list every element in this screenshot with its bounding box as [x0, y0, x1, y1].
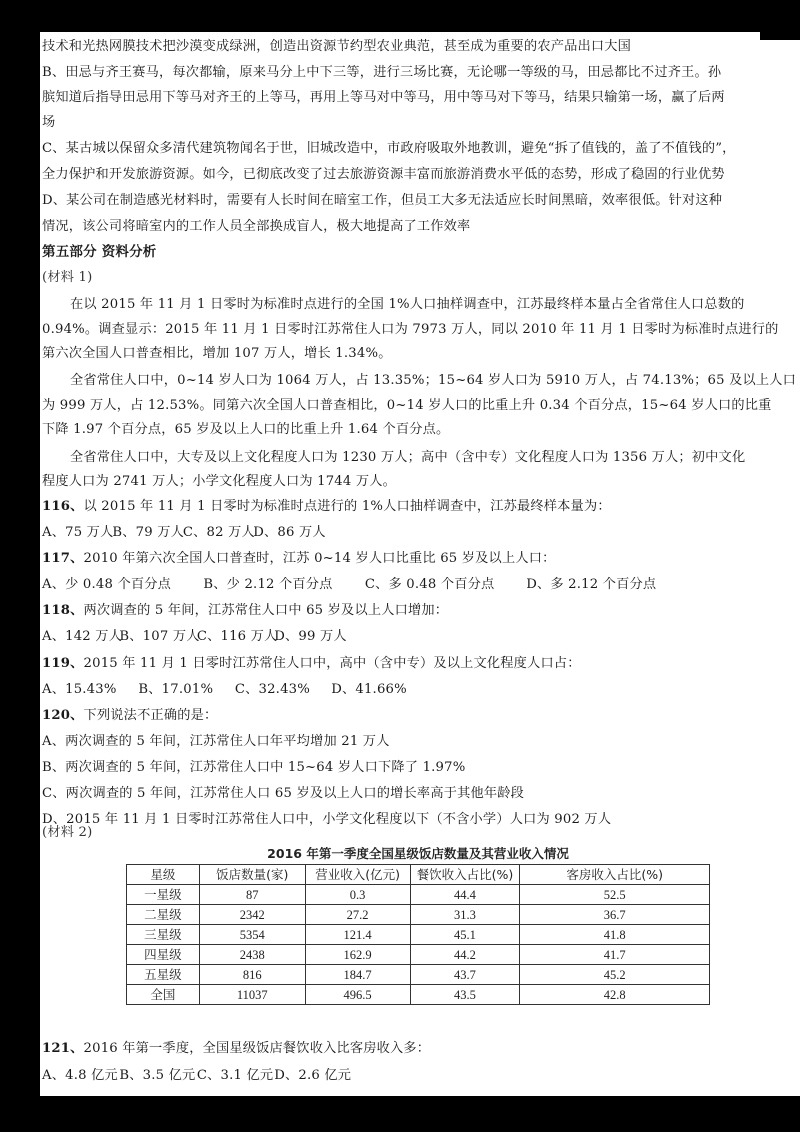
header-room-share: 客房收入占比(%) [520, 865, 710, 885]
option-a: A、4.8 亿元 [42, 1068, 118, 1083]
cell-catering-share: 43.5 [410, 985, 520, 1005]
option-d-line-2: 情况，该公司将暗室内的工作人员全部换成盲人，极大地提高了工作效率 [42, 219, 471, 234]
question-text: 以 2015 年 11 月 1 日零时为标准时点进行的 1%人口抽样调查中，江苏最终样本量为： [83, 499, 611, 514]
material-1-para-3-line-2: 程度人口为 2741 万人；小学文化程度人口为 1744 万人。 [42, 474, 397, 489]
option-b-line-3: 场 [42, 115, 56, 130]
cell-hotel-count: 2342 [199, 905, 305, 925]
cell-room-share: 52.5 [520, 885, 710, 905]
question-118-options [42, 627, 347, 647]
question-119 [42, 654, 581, 674]
cell-catering-share: 44.2 [410, 945, 520, 965]
cell-catering-share: 43.7 [410, 965, 520, 985]
question-number: 116、 [42, 499, 84, 514]
question-number: 118、 [42, 603, 84, 618]
material-1-para-2-line-2: 为 999 万人，占 12.53%。同第六次全国人口普查相比，0~14 岁人口的比重上升 0.34 个百分点，15~64 岁人口的比重 [42, 398, 772, 413]
cell-revenue: 162.9 [305, 945, 410, 965]
header-revenue: 营业收入(亿元) [305, 865, 410, 885]
material-1-para-3-line-1: 全省常住人口中，大专及以上文化程度人口为 1230 万人；高中（含中专）文化程度人口为 1356 万人；初中文化 [70, 450, 746, 465]
question-number: 117、 [42, 551, 84, 566]
option-b: B、17.01% [138, 682, 214, 697]
question-text: 2010 年第六次全国人口普查时，江苏 0~14 岁人口比重比 65 岁及以上人口： [83, 551, 556, 566]
question-121 [42, 1039, 430, 1059]
cell-room-share: 41.7 [520, 945, 710, 965]
option-a: A、142 万人 [42, 629, 123, 644]
question-120-option-d: D、2015 年 11 月 1 日零时江苏常住人口中，小学文化程度以下（不含小学）人口为 902 万人 [42, 812, 612, 827]
cell-hotel-count: 87 [199, 885, 305, 905]
question-number: 120、 [42, 708, 84, 723]
cell-revenue: 184.7 [305, 965, 410, 985]
option-a: A、75 万人 [42, 525, 114, 540]
material-1-label: (材料 1) [42, 270, 93, 285]
question-text: 两次调查的 5 年间，江苏常住人口中 65 岁及以上人口增加： [83, 603, 449, 618]
question-text: 2015 年 11 月 1 日零时江苏常住人口中，高中（含中专）及以上文化程度人口占： [83, 656, 581, 671]
table-row [127, 885, 710, 905]
option-c: C、3.1 亿元 [196, 1068, 274, 1083]
table-row [127, 965, 710, 985]
question-number: 119、 [42, 656, 84, 671]
material-1-para-1-line-1: 在以 2015 年 11 月 1 日零时为标准时点进行的全国 1%人口抽样调查中，江苏最终样本量占全省常住人口总数的 [70, 297, 745, 312]
material-2-label: (材料 2) [42, 825, 93, 840]
table-row [127, 925, 710, 945]
material-1-para-1-line-2: 0.94%。调查显示：2015 年 11 月 1 日零时江苏常住人口为 7973 万人，同以 2010 年 11 月 1 日零时为标准时点进行的 [42, 322, 779, 337]
option-c-line-2: 全力保护和开发旅游资源。如今，已彻底改变了过去旅游资源丰富而旅游消费水平低的态势，形成了稳固的行业优势 [42, 167, 725, 182]
option-c: C、多 0.48 个百分点 [364, 577, 495, 592]
option-d: D、2.6 亿元 [274, 1068, 352, 1083]
question-117 [42, 549, 556, 569]
question-text: 下列说法不正确的是： [83, 708, 218, 723]
cell-hotel-count: 5354 [199, 925, 305, 945]
cell-revenue: 121.4 [305, 925, 410, 945]
option-c-line-1: C、某古城以保留众多清代建筑物闻名于世，旧城改造中，市政府吸取外地教训，避免“拆了值钱的，盖了不值钱的”， [42, 141, 736, 156]
option-a: A、少 0.48 个百分点 [42, 577, 171, 592]
table-title: 2016 年第一季度全国星级饭店数量及其营业收入情况 [267, 846, 569, 861]
option-a: A、15.43% [42, 682, 117, 697]
table-header-row [127, 865, 710, 885]
question-121-options [42, 1066, 351, 1086]
option-d: D、多 2.12 个百分点 [526, 577, 657, 592]
option-d: D、99 万人 [274, 629, 347, 644]
section-title: 第五部分 资料分析 [42, 244, 157, 260]
table-row [127, 945, 710, 965]
question-116-options [42, 523, 326, 543]
scan-border [760, 32, 800, 40]
cell-catering-share: 44.4 [410, 885, 520, 905]
option-c: C、116 万人 [196, 629, 278, 644]
material-1-para-1-line-3: 第六次全国人口普查相比，增加 107 万人，增长 1.34%。 [42, 346, 392, 361]
table-row [127, 905, 710, 925]
cell-hotel-count: 11037 [199, 985, 305, 1005]
option-a-continuation: 技术和光热网膜技术把沙漠变成绿洲，创造出资源节约型农业典范，甚至成为重要的农产品出口大国 [42, 39, 632, 54]
option-b-line-1: B、田忌与齐王赛马，每次都输，原来马分上中下三等，进行三场比赛，无论哪一等级的马，田忌都比不过齐王。孙 [42, 65, 722, 80]
question-119-options [42, 680, 407, 700]
hotel-stats-table [126, 864, 710, 1005]
header-hotel-count: 饭店数量(家) [199, 865, 305, 885]
question-116 [42, 497, 611, 517]
cell-room-share: 42.8 [520, 985, 710, 1005]
cell-level: 一星级 [127, 885, 200, 905]
option-b: B、3.5 亿元 [119, 1068, 196, 1083]
question-118 [42, 601, 448, 621]
question-120-option-c: C、两次调查的 5 年间，江苏常住人口 65 岁及以上人口的增长率高于其他年龄段 [42, 786, 525, 801]
question-number: 121、 [42, 1041, 84, 1056]
cell-room-share: 36.7 [520, 905, 710, 925]
material-1-para-2-line-1: 全省常住人口中，0~14 岁人口为 1064 万人，占 13.35%；15~64 岁人口为 5910 万人，占 74.13%；65 及以上人口 [70, 373, 797, 388]
option-c: C、32.43% [234, 682, 310, 697]
cell-catering-share: 31.3 [410, 905, 520, 925]
cell-hotel-count: 816 [199, 965, 305, 985]
question-120 [42, 706, 217, 726]
cell-room-share: 45.2 [520, 965, 710, 985]
table-row-total [127, 985, 710, 1005]
option-d: D、86 万人 [253, 525, 326, 540]
question-120-option-b: B、两次调查的 5 年间，江苏常住人口中 15~64 岁人口下降了 1.97% [42, 760, 466, 775]
option-c: C、82 万人 [182, 525, 255, 540]
option-d-line-1: D、某公司在制造感光材料时，需要有人长时间在暗室工作，但员工大多无法适应长时间黑暗，效率很低。针对这种 [42, 193, 723, 208]
question-117-options [42, 575, 656, 595]
cell-room-share: 41.8 [520, 925, 710, 945]
option-b: B、107 万人 [119, 629, 200, 644]
option-b: B、少 2.12 个百分点 [203, 577, 333, 592]
option-b: B、79 万人 [112, 525, 185, 540]
option-b-line-2: 膑知道后指导田忌用下等马对齐王的上等马，再用上等马对中等马，用中等马对下等马，结果只输第一场，赢了后两 [42, 90, 725, 105]
question-text: 2016 年第一季度，全国星级饭店餐饮收入比客房收入多： [83, 1041, 431, 1056]
cell-level: 二星级 [127, 905, 200, 925]
cell-level: 三星级 [127, 925, 200, 945]
question-120-option-a: A、两次调查的 5 年间，江苏常住人口年平均增加 21 万人 [42, 734, 390, 749]
cell-level: 全国 [127, 985, 200, 1005]
cell-hotel-count: 2438 [199, 945, 305, 965]
header-level: 星级 [127, 865, 200, 885]
cell-catering-share: 45.1 [410, 925, 520, 945]
material-1-para-2-line-3: 下降 1.97 个百分点，65 岁及以上人口的比重上升 1.64 个百分点。 [42, 422, 450, 437]
cell-level: 四星级 [127, 945, 200, 965]
option-d: D、41.66% [331, 682, 407, 697]
cell-level: 五星级 [127, 965, 200, 985]
cell-revenue: 27.2 [305, 905, 410, 925]
cell-revenue: 496.5 [305, 985, 410, 1005]
header-catering-share: 餐饮收入占比(%) [410, 865, 520, 885]
cell-revenue: 0.3 [305, 885, 410, 905]
